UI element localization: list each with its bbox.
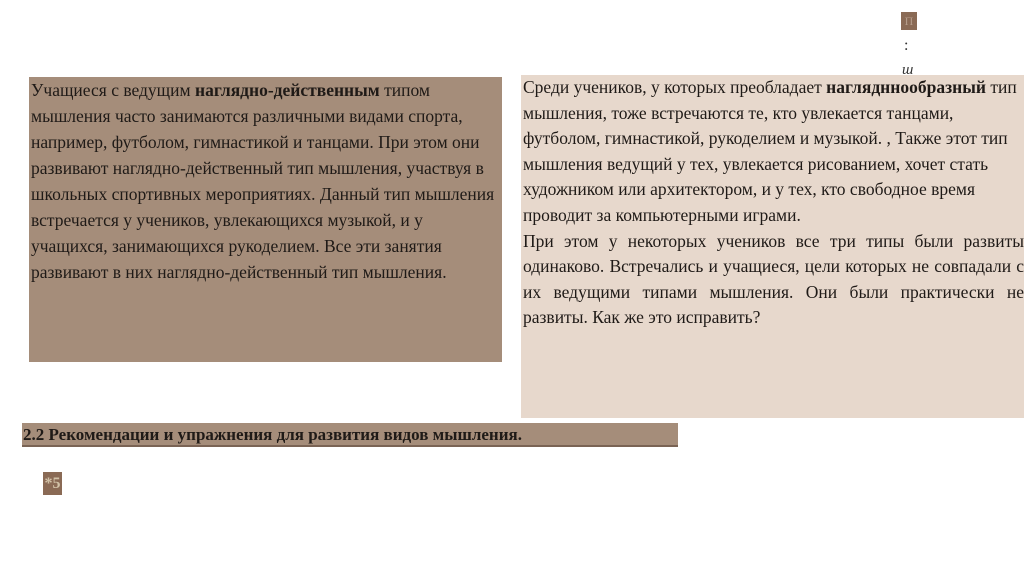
- section-heading-underline: [22, 445, 678, 447]
- page-number-badge: *5: [43, 472, 62, 495]
- right-paragraph-2: При этом у некоторых учеников все три типы были развиты одинаково. Встречались и учащиеся, цели которых не совпадали с их ведущими типами мышления. Они были практически не развиты. Как же это исправить?: [523, 230, 1024, 328]
- corner-marker: П: [901, 12, 917, 30]
- corner-glyph: ш: [902, 63, 914, 75]
- right-paragraph-1: [523, 75, 1024, 229]
- left-text-block: [29, 77, 502, 362]
- left-text-prefix: Учащиеся с ведущим: [31, 80, 195, 100]
- section-heading-text: 2.2 Рекомендации и упражнения для развития видов мышления.: [23, 425, 522, 444]
- section-heading: [22, 423, 678, 445]
- corner-colon: :: [904, 37, 909, 54]
- right-text-prefix: Среди учеников, у которых преобладает: [523, 77, 827, 97]
- right-text-block: [521, 75, 1024, 418]
- right-text-bold-term: наглядннообразный: [826, 77, 986, 97]
- left-text-bold-term: наглядно-действенным: [194, 80, 380, 100]
- right-text-body: тип мышления, тоже встречаются те, кто увлекается танцами, футболом, гимнастикой, рукоделием и музыкой. , Также этот тип мышления ведущий у тех, увлекается рисованием, хочет стать художником или архитектором, и у тех, кто свободное время проводит за компьютерными играми.: [523, 77, 1017, 225]
- left-text-body: типом мышления часто занимаются различными видами спорта, например, футболом, гимнастикой и танцами. При этом они развивают наглядно-действенный тип мышления, участвуя в школьных спортивных мероприятиях. Данный тип мышления встречается у учеников, увлекающихся музыкой, и у учащихся, занимающихся рукоделием. Все эти занятия развивают в них наглядно-действенный тип мышления.: [31, 80, 495, 282]
